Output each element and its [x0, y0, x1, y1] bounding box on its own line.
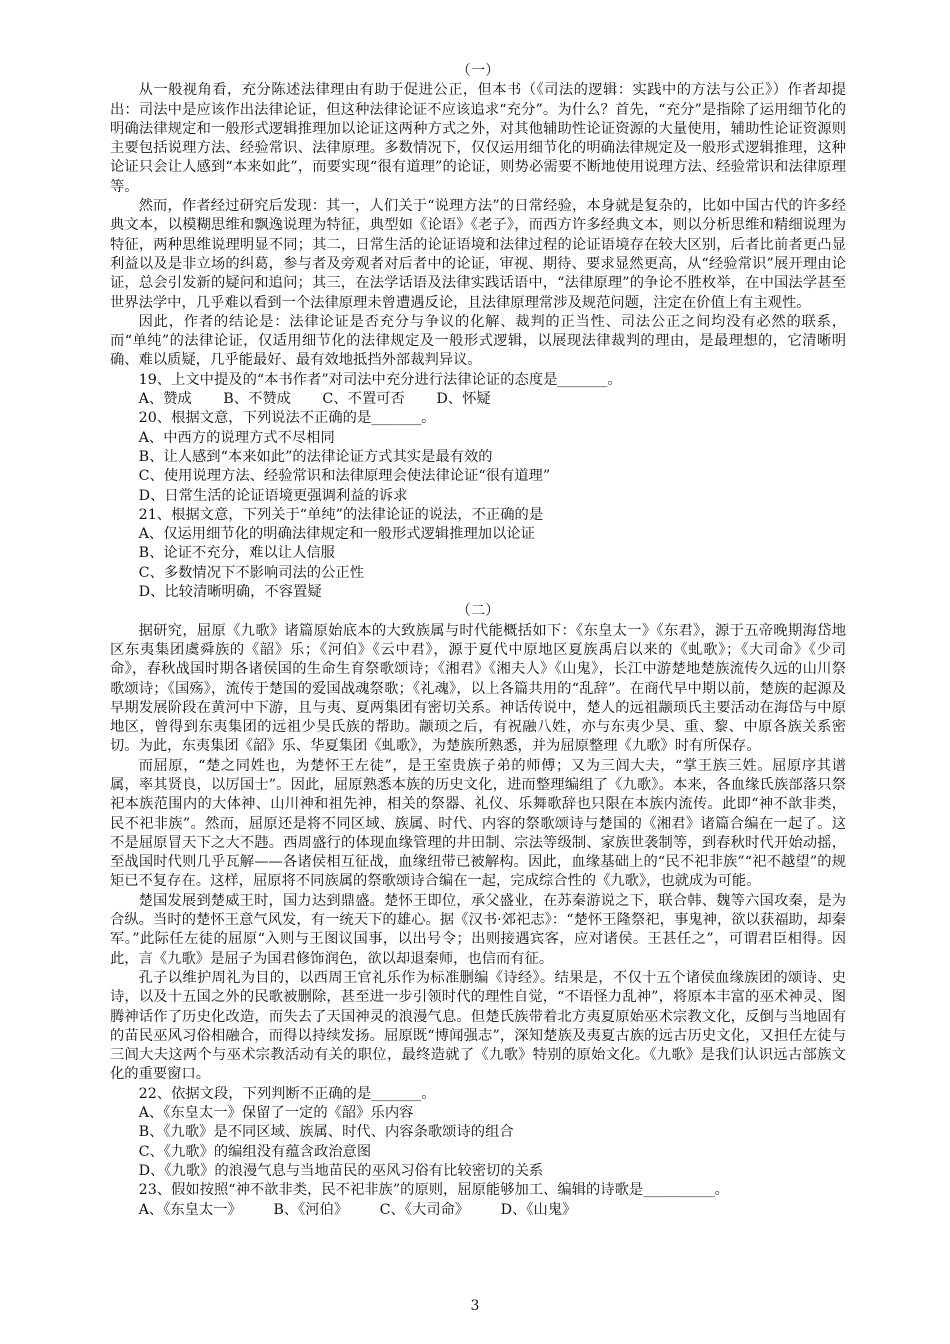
- section-1-paragraph: 然而，作者经过研究后发现：其一，人们关于“说理方法”的日常经验，本身就是复杂的，比如中国古代的许多经典文本，以模糊思维和飘逸说理为特征，典型如《论语》《老子》，而西方许多经典文本，则以分析思维和精细说理为特征，两种思维说理明显不同；其二，日常生活的论证语境和法律过程的论证语境存在较大区别，后者比前者更凸显利益以及是非立场的纠葛，参与者及旁观者对后者中的论证，审视、期待、要求显然更高，从“经验常识”展开理由论证，总会引发新的疑问和追问；其三，在法学话语及法律实践话语中，“法律原理”的争论不胜枚举，在中国法学甚至世界法学中，几乎难以看到一个法律原理未曾遭遇反论，且法律原理常涉及规范问题，注定在价值上有主观性。: [110, 198, 846, 311]
- option-b: B、论证不充分，难以让人信服: [138, 545, 335, 562]
- option-c: C、《大司命》: [379, 1201, 470, 1218]
- option-d: D、日常生活的论证语境更强调利益的诉求: [138, 487, 408, 504]
- section-2-paragraph: 楚国发展到楚威王时，国力达到鼎盛。楚怀王即位，承父盛业，在苏秦游说之下，联合韩、魏等六国攻秦，是为合纵。当时的楚怀王意气风发，有一统天下的雄心。据《汉书·郊祀志》：“楚怀王隆祭祀，事鬼神，欲以获福助，却秦军。”此际任左徒的屈原“入则与王图议国事，以出号令；出则接遇宾客，应对诸侯。王甚任之”，可谓君臣相得。因此，言《九歌》是屈子为国君修饰润色，欲以却退秦师，也信而有征。: [110, 892, 846, 967]
- option-d: D、《九歌》的浪漫气息与当地苗民的巫风习俗有比较密切的关系: [138, 1162, 544, 1179]
- option-b: B、让人感到“本来如此”的法律论证方式其实是最有效的: [138, 448, 493, 465]
- option-d: D、《山鬼》: [500, 1201, 577, 1218]
- page-number: 3: [470, 1298, 480, 1314]
- option-d: D、怀疑: [436, 391, 491, 408]
- question-19-options: [110, 390, 846, 409]
- question-22-stem: 22、依据文段，下列判断不正确的是_______。: [138, 1085, 436, 1102]
- document-page: [110, 62, 846, 1220]
- option-a: A、《东皇太一》保留了一定的《韶》乐内容: [138, 1105, 414, 1122]
- question-20-stem: 20、根据文意，下列说法不正确的是_______。: [138, 410, 436, 427]
- option-a: A、中西方的说理方式不尽相同: [138, 429, 335, 446]
- section-1-title: （一）: [456, 63, 500, 79]
- option-a: A、仅运用细节化的明确法律规定和一般形式逻辑推理加以论证: [138, 526, 535, 543]
- option-b: B、《河伯》: [273, 1201, 349, 1218]
- question-19-stem: 19、上文中提及的“本书作者”对司法中充分进行法律论证的态度是_______。: [138, 371, 622, 388]
- section-1-paragraph: 因此，作者的结论是：法律论证是否充分与争议的化解、裁判的正当性、司法公正之间均没有必然的联系，而“单纯”的法律论证，仅适用细节化的法律规定及一般形式逻辑，以展现法律裁判的理由，是最理想的，它清晰明确、难以质疑，几乎能最好、最有效地抵挡外部裁判异议。: [110, 313, 846, 369]
- option-c: C、多数情况下不影响司法的公正性: [138, 564, 364, 581]
- question-21-stem: 21、根据文意，下列关于“单纯”的法律论证的说法，不正确的是: [138, 506, 544, 523]
- option-c: C、不置可否: [322, 391, 405, 408]
- section-2-paragraph: 据研究，屈原《九歌》诸篇原始底本的大致族属与时代能概括如下：《东皇太一》《东君》，源于五帝晚期海岱地区东夷集团虞舜族的《韶》乐；《河伯》《云中君》，源于夏代中原地区夏族禹启以来的《虬歌》；《大司命》《少司命》，春秋战国时期各诸侯国的生命生育祭歌颂诗；《湘君》《湘夫人》《山鬼》，长江中游楚地楚族流传久远的山川祭歌颂诗；《国殇》，流传于楚国的爱国战魂祭歌；《礼魂》，以上各篇共用的“乱辞”。在商代早中期以前，楚族的起源及早期发展阶段在黄河中下游，且与夷、夏两集团有密切关系。神话传说中，楚人的远祖颛顼氏主要活动在海岱与中原地区，曾得到东夷集团的远祖少昊氏族的帮助。颛顼之后，有祝融八姓，亦与东夷少昊、重、黎、中原各族关系密切。为此，东夷集团《韶》乐、华夏集团《虬歌》，为楚族所熟悉，并为屈原整理《九歌》时有所保存。: [110, 622, 846, 755]
- section-1-paragraph: 从一般视角看，充分陈述法律理由有助于促进公正，但本书（《司法的逻辑：实践中的方法与公正》）作者却提出：司法中是应该作出法律论证，但这种法律论证不应该追求“充分”。为什么？首先，“充分”是指除了运用细节化的明确法律规定和一般形式逻辑推理加以论证这两种方式之外，对其他辅助性论证资源的大量使用，辅助性论证资源则主要包括说理方法、经验常识、法律原理。多数情况下，仅仅运用细节化的明确法律规定及一般形式逻辑推理，这种论证只会让人感到“本来如此”，而要实现“很有道理”的论证，则势必需要不断地使用说理方法、经验常识和法律原理等。: [110, 82, 846, 195]
- option-c: C、使用说理方法、经验常识和法律原理会使法律论证“很有道理”: [138, 468, 551, 485]
- option-b: B、不赞成: [223, 391, 291, 408]
- option-c: C、《九歌》的编组没有蕴含政治意图: [138, 1143, 372, 1160]
- section-2-title: （二）: [456, 603, 500, 620]
- option-a: A、赞成: [138, 391, 192, 408]
- option-b: B、《九歌》是不同区域、族属、时代、内容条歌颂诗的组合: [138, 1124, 514, 1141]
- question-23-options: [110, 1201, 846, 1220]
- option-a: A、《东皇太一》: [138, 1201, 242, 1218]
- section-2-paragraph: 而屈原，“楚之同姓也，为楚怀王左徒”，是王室贵族子弟的师傅；又为三闾大夫，“掌王族三姓。屈原序其谱属，率其贤良，以厉国士”。因此，屈原熟悉本族的历史文化，进而整理编组了《九歌》。本来，各血缘氏族部落只祭祀本族范围内的大体神、山川神和祖先神，相关的祭器、礼仪、乐舞歌辞也只限在本族内流传。此即“神不歆非类，民不祀非族”。然而，屈原还是将不同区域、族属、时代、内容的祭歌颂诗与楚国的《湘君》诸篇合编在一起了。这不是屈原冒天下之大不韪。西周盛行的体现血缘管理的井田制、宗法等级制、家族世袭制等，到春秋时代开始动摇，至战国时代则几乎瓦解——各诸侯相互征战，血缘纽带已被解构。因此，血缘基础上的“民不祀非族”“祀不越望”的规矩已不复存在。这样，屈原将不同族属的祭歌颂诗合编在一起，完成综合性的《九歌》，也就成为可能。: [110, 757, 846, 890]
- option-d: D、比较清晰明确，不容置疑: [138, 584, 322, 601]
- section-2-paragraph: 孔子以维护周礼为目的，以西周王官礼乐作为标准删编《诗经》。结果是，不仅十五个诸侯血缘族团的颂诗、史诗，以及十五国之外的民歌被删除，甚至进一步引领时代的理性自觉，“不语怪力乱神”，将原本丰富的巫术神灵、图腾神话作了历史化改造，而失去了天国神灵的浪漫气息。但楚氏族带着北方夷夏原始巫术宗教文化，反倒与当地固有的苗民巫风习俗相融合，而得以持续发扬。屈原既“博闻强志”，深知楚族及夷夏古族的远古历史文化，又担任左徒与三闾大夫这两个与巫术宗教活动有关的职位，最终造就了《九歌》特别的原始文化。《九歌》是我们认识远古部族文化的重要窗口。: [110, 969, 846, 1083]
- question-23-stem: 23、假如按照“神不歆非类，民不祀非族”的原则，屈原能够加工、编辑的诗歌是__________。: [138, 1182, 729, 1199]
